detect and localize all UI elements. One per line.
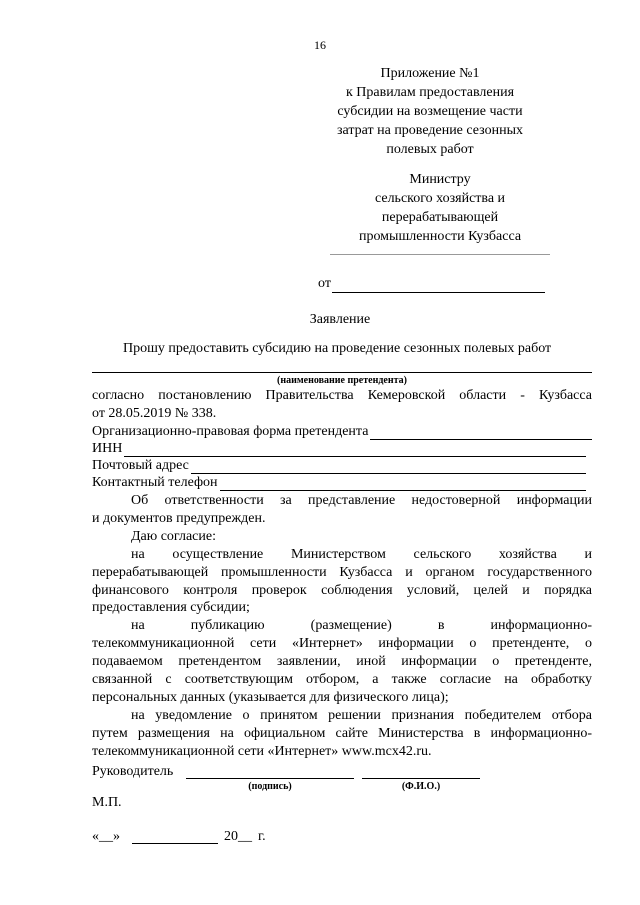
addressee-block — [330, 170, 550, 246]
consent-line: путем размещения на официальном сайте Министерства в информационно- — [92, 726, 592, 741]
fio-caption: (Ф.И.О.) — [401, 781, 441, 792]
consent-line: финансового контроля проверок соблюдения условий, целей и порядка — [92, 583, 592, 598]
request-text: Прошу предоставить субсидию на проведение сезонных полевых работ — [123, 341, 552, 356]
addressee-line: сельского хозяйства и — [374, 191, 506, 206]
date-month-field[interactable] — [132, 843, 218, 844]
postal-label: Почтовый адрес — [92, 458, 189, 473]
from-field[interactable] — [332, 292, 545, 293]
consent-line: связанной с соответствующим отбором, а также согласие на обработку — [92, 672, 592, 687]
phone-label: Контактный телефон — [92, 475, 218, 490]
consent-line: подаваемом претендентом заявлении, иной информации о претенденте, — [92, 654, 592, 669]
signature-caption: (подпись) — [248, 781, 292, 792]
appendix-line: к Правилам предоставления — [345, 85, 515, 100]
basis-line: согласно постановлению Правительства Кемеровской области - Кузбасса — [92, 388, 592, 403]
consent-line: на публикацию (размещение) в информационно- — [131, 618, 592, 633]
inn-field[interactable] — [92, 456, 586, 457]
signature-field[interactable] — [186, 778, 354, 779]
inn-label: ИНН — [92, 441, 123, 456]
consent-line: на уведомление о принятом решении признания победителем отбора — [131, 708, 592, 723]
consent-line: персональных данных (указывается для физического лица); — [92, 690, 449, 705]
consent-line: на осуществление Министерством сельского хозяйства и — [131, 547, 592, 562]
appendix-line: полевых работ — [386, 142, 474, 157]
date-day: «__» — [92, 829, 120, 844]
addressee-line: промышленности Кузбасса — [358, 229, 522, 244]
responsibility-line: Об ответственности за представление недостоверной информации — [131, 493, 592, 508]
consent-line: телекоммуникационной сети «Интернет» информации о претенденте, о — [92, 636, 592, 651]
addressee-line: перерабатывающей — [381, 210, 499, 225]
date-year-suffix: г. — [258, 829, 266, 844]
fio-field[interactable] — [362, 778, 480, 779]
stamp-label: М.П. — [92, 795, 122, 810]
org-form-label: Организационно-правовая форма претендента — [92, 424, 369, 439]
applicant-name-field[interactable] — [92, 372, 592, 373]
from-label: от — [318, 276, 331, 291]
doc-title: Заявление — [309, 312, 371, 327]
consent-line: перерабатывающей промышленности Кузбасса и органом государственного — [92, 565, 592, 580]
appendix-line: Приложение №1 — [380, 66, 480, 81]
applicant-caption: (наименование претендента) — [277, 375, 407, 386]
addressee-line: Министру — [409, 172, 471, 187]
appendix-header — [320, 64, 540, 159]
consent-line: телекоммуникационной сети «Интернет» www.mcx42.ru. — [92, 744, 432, 759]
page-number: 16 — [314, 38, 326, 52]
consent-label: Даю согласие: — [131, 529, 216, 544]
responsibility-line: и документов предупрежден. — [92, 511, 266, 526]
date-year: 20__ — [224, 829, 252, 844]
consent-line: предоставления субсидии; — [92, 600, 250, 615]
addressee-underline — [330, 254, 550, 255]
appendix-line: затрат на проведение сезонных — [336, 123, 524, 138]
appendix-line: субсидии на возмещение части — [337, 104, 523, 119]
signature-role: Руководитель — [92, 764, 174, 779]
basis-line: от 28.05.2019 № 338. — [92, 406, 217, 421]
